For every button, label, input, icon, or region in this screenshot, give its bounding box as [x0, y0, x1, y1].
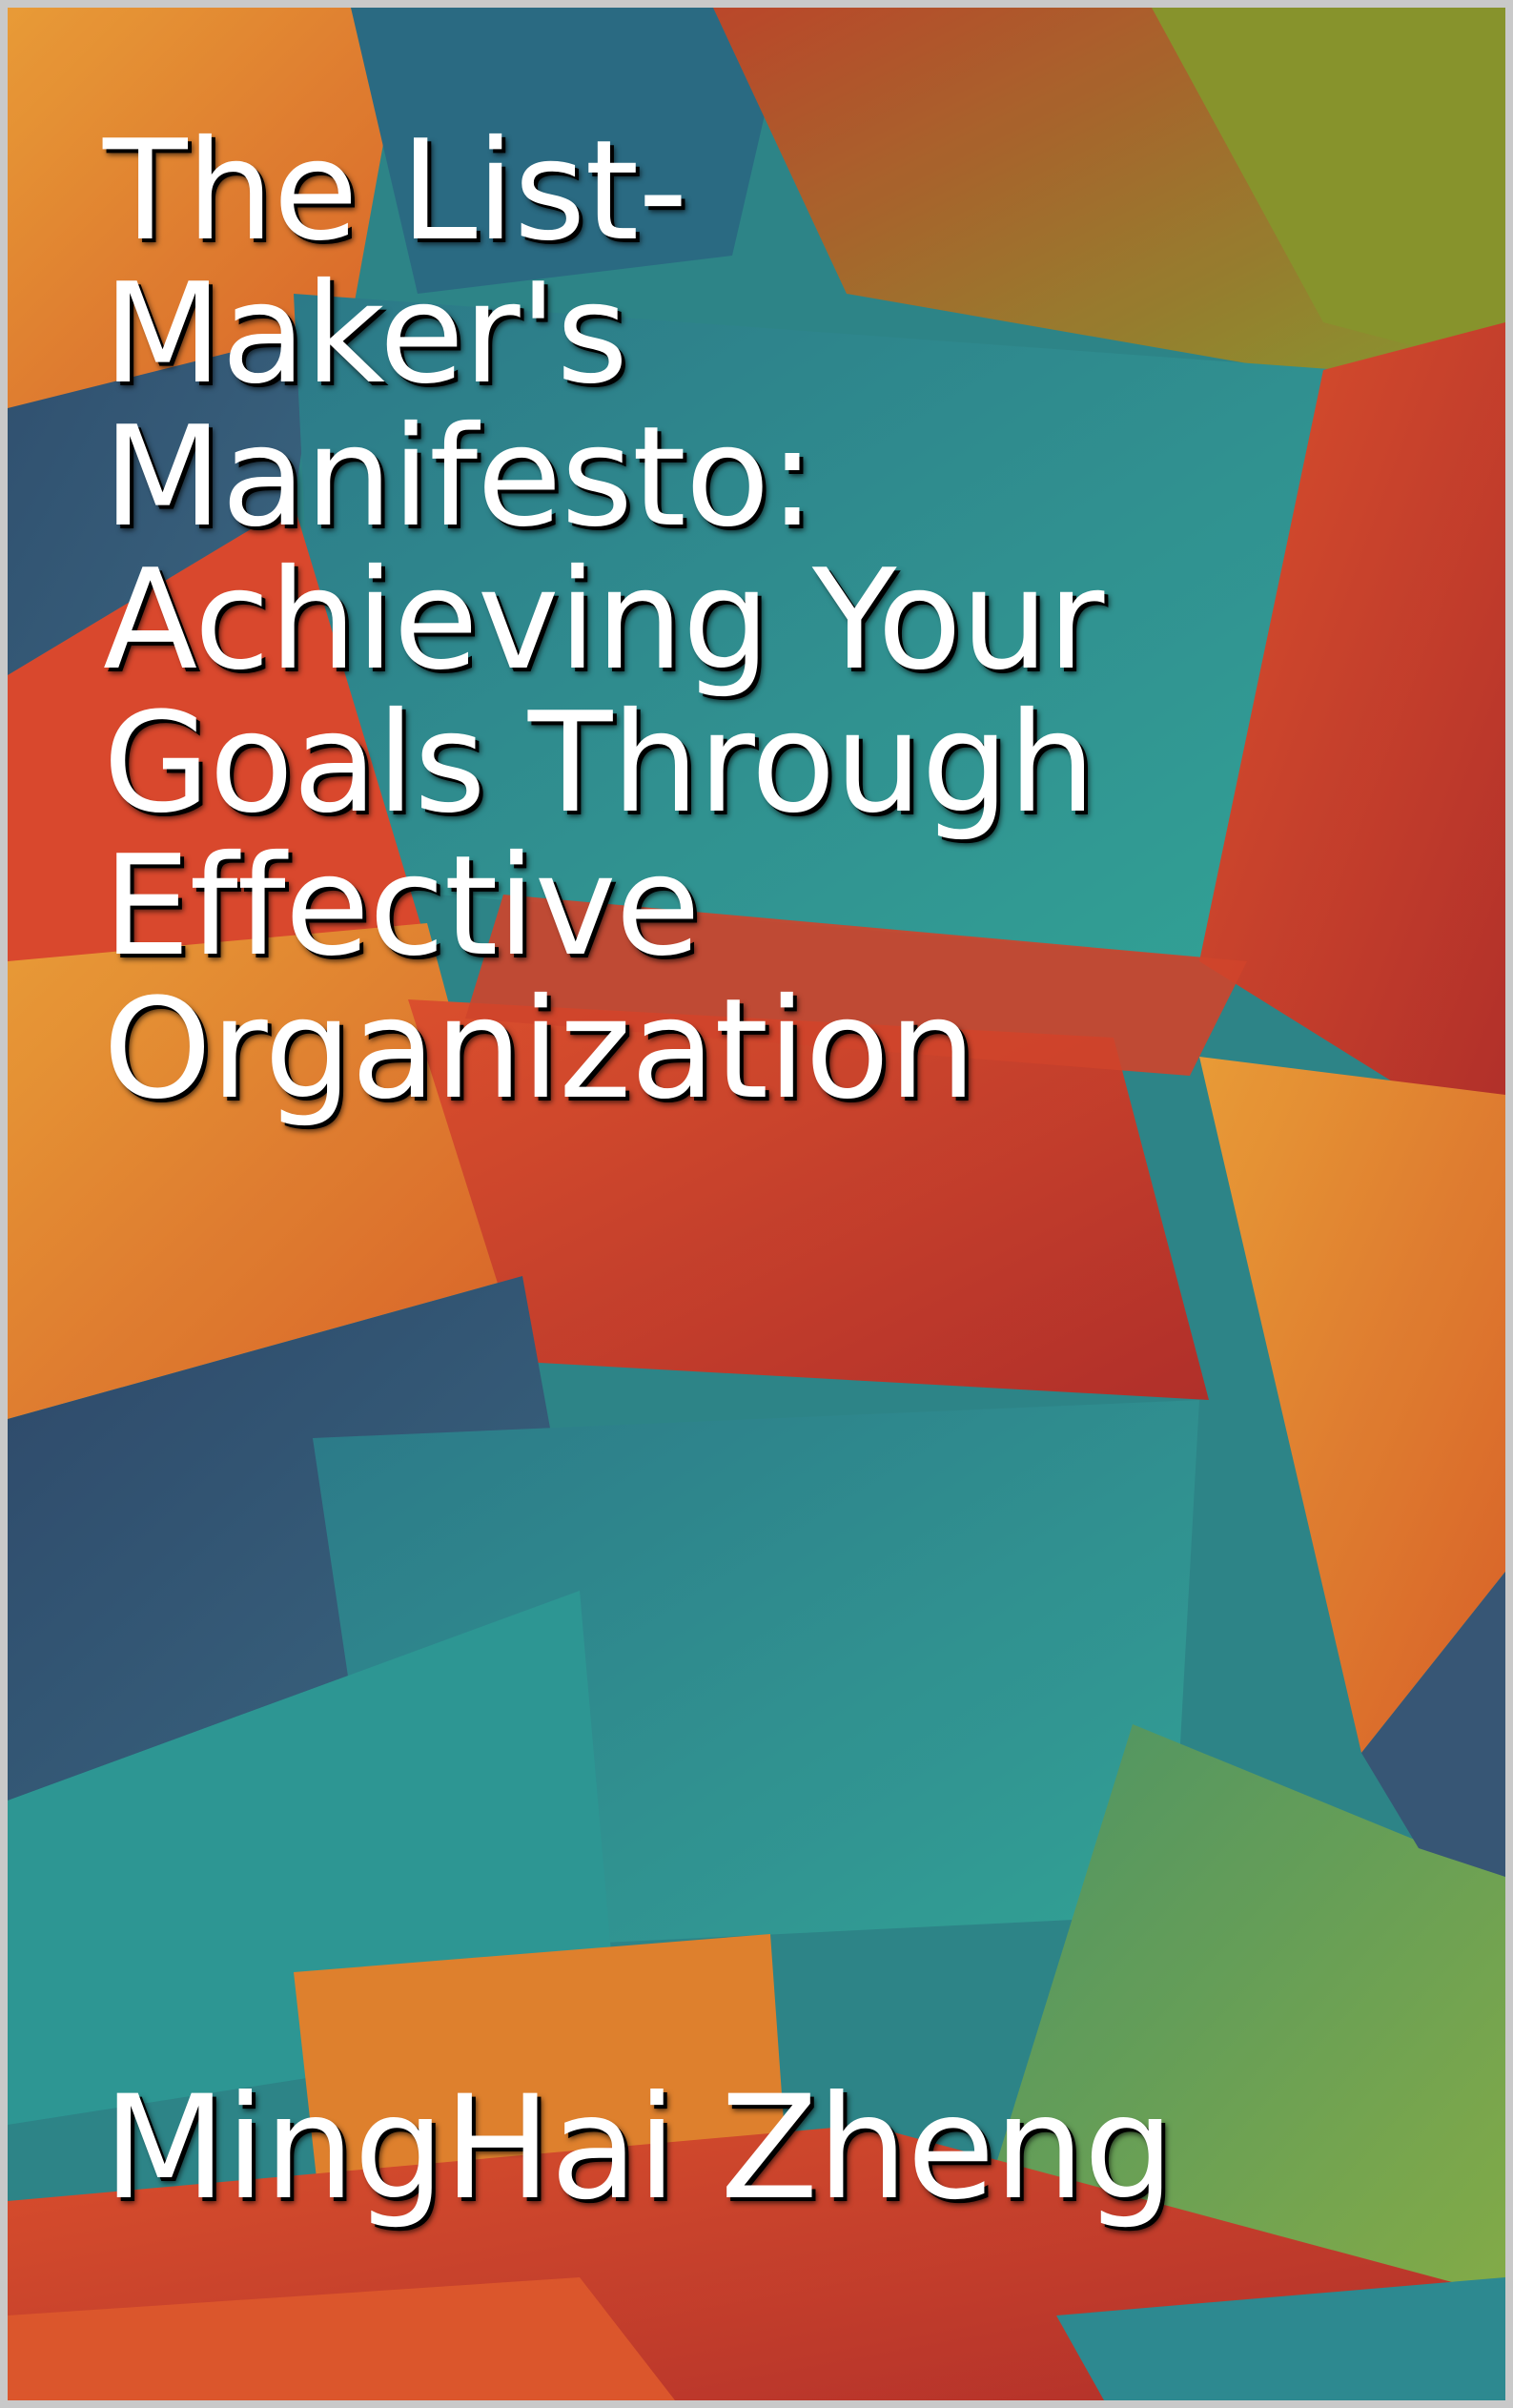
title-line-6: Effective: [103, 826, 700, 987]
title-line-4: Achieving Your: [103, 540, 1104, 701]
title-line-5: Goals Through: [103, 683, 1095, 844]
title-line-7: Organization: [103, 969, 975, 1130]
author-name: MingHai Zheng: [103, 2066, 1174, 2232]
title-line-1: The List-: [103, 111, 687, 272]
book-title: [103, 111, 1457, 1130]
title-line-3: Manifesto:: [103, 397, 815, 558]
title-line-2: Maker's: [103, 254, 627, 415]
